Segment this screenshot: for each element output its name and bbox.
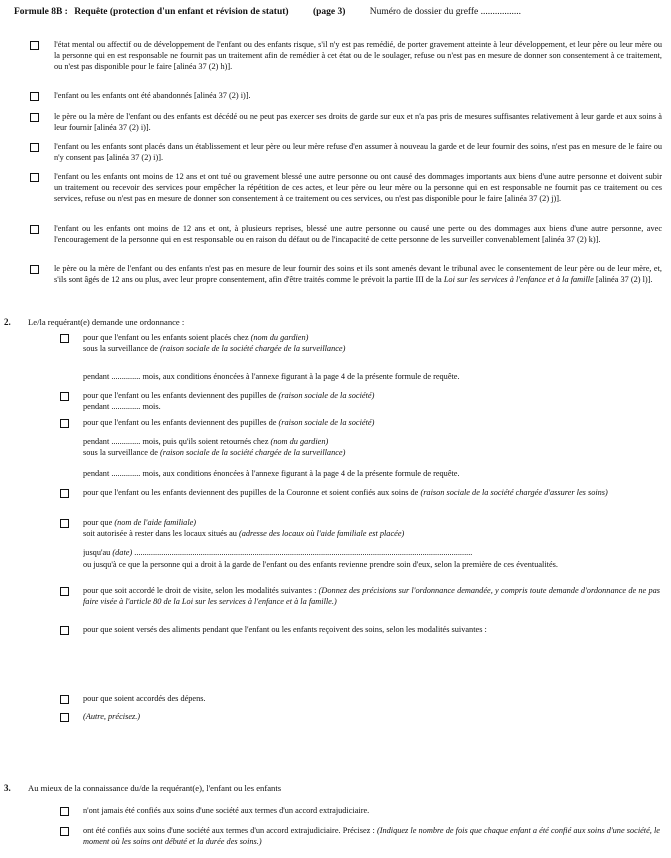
ground-item <box>30 142 662 164</box>
section-3-number: 3. <box>4 783 11 793</box>
ground-text: l'enfant ou les enfants ont moins de 12 ans et ont, à plusieurs reprises, blessé une autre personne ou causé une perte ou des dommages aux biens d'une autre personne, avec l'encouragement de la personne qui en est responsable ou en raison du défaut ou de l'incapacité de cette personne de les surveiller convenablement [alinéa 37 (2) k)]. <box>54 224 662 244</box>
section-3-heading: Au mieux de la connaissance du/de la requérant(e), l'enfant ou les enfants <box>28 783 282 793</box>
until-date-line: jusqu'au (date) ................................................................................................................................................................... <box>83 548 473 557</box>
form-header <box>14 6 521 18</box>
ground-item <box>30 172 662 204</box>
care-option: n'ont jamais été confiés aux soins d'une société aux termes d'un accord extrajudiciaire. <box>60 806 660 817</box>
ground-item <box>30 91 662 102</box>
checkbox[interactable] <box>30 225 39 234</box>
ground-text: l'enfant ou les enfants ont été abandonnés [alinéa 37 (2) i)]. <box>54 91 251 100</box>
court-file-number: Numéro de dossier du greffe ................. <box>369 7 522 17</box>
ground-item <box>30 264 662 286</box>
checkbox[interactable] <box>60 334 69 343</box>
checkbox[interactable] <box>60 587 69 596</box>
period-line: pendant .............. mois, aux conditions énoncées à l'annexe figurant à la page 4 de la présente formule de requête. <box>83 469 460 478</box>
checkbox[interactable] <box>60 392 69 401</box>
ground-text: l'enfant ou les enfants sont placés dans un établissement et leur père ou leur mère refuse d'en assumer à nouveau la garde et de leur fournir des soins, n'est pas en mesure de le faire ou n'y consent pas [alinéa 37 (2) i)]. <box>54 142 662 162</box>
order-option: (Autre, précisez.) <box>60 712 660 723</box>
order-option: pour que l'enfant ou les enfants deviennent des pupilles de (raison sociale de la société) <box>60 418 660 429</box>
ground-text: l'enfant ou les enfants ont moins de 12 ans et ont tué ou gravement blessé une autre personne ou ont causé des dommages importants aux biens d'une autre personne et doivent subir un traitement ou recevoir des services pour empêcher la répétition de ces actes, et leur père ou leur mère ou la personne qui en est responsable ne fournit pas ce traitement ou ces services, refuse ou n'est pas en mesure de donner son consentement à ce traitement ou ces services, ou n'est pas disponible pour le faire [alinéa 37 (2) j)]. <box>54 172 662 203</box>
ground-text: le père ou la mère de l'enfant ou des enfants n'est pas en mesure de leur fournir des soins et ils sont amenés devant le tribunal avec le consentement de leur père ou de leur mère, et, s'ils sont âgés de 12 ans ou plus, avec leur propre consentement, afin d'être traités comme le prévoit la partie III de la Loi sur les services à l'enfance et à la famille [alinéa 37 (2) l)]. <box>54 264 662 284</box>
form-number: Formule 8B : <box>14 7 68 17</box>
section-2-heading: Le/la requérant(e) demande une ordonnance : <box>28 317 185 327</box>
ground-text: l'état mental ou affectif ou de développement de l'enfant ou des enfants risque, s'il n'y est pas remédié, de porter gravement atteinte à leur développement, et leur père ou leur mère ou la personne qui en est responsable ne fournit pas un traitement afin de remédier à cet état ou de le soulager, refuse ou n'est pas en mesure de donner son consentement à ce traitement, ou n'est pas disponible pour le faire [alinéa 37 (2) h)]. <box>54 40 662 71</box>
ground-text: le père ou la mère de l'enfant ou des enfants est décédé ou ne peut pas exercer ses droits de garde sur eux et n'a pas pris de mesures suffisantes relativement à leur garde et aux soins à leur fournir [alinéa 37 (2) i)]. <box>54 112 662 132</box>
order-option: pour que l'enfant ou les enfants deviennent des pupilles de la Couronne et soient confiés aux soins de (raison sociale de la société chargée d'assurer les soins) <box>60 488 660 499</box>
care-option: ont été confiés aux soins d'une société aux termes d'un accord extrajudiciaire. Précisez : (Indiquez le nombre de fois que chaque enfant a été confié aux soins d'une société, le moment où les soins ont débuté et la durée des soins.) <box>60 826 660 848</box>
checkbox[interactable] <box>60 827 69 836</box>
ground-item <box>30 224 662 246</box>
section-2-number: 2. <box>4 317 11 327</box>
period-line: pendant .............. mois, aux conditions énoncées à l'annexe figurant à la page 4 de la présente formule de requête. <box>83 372 460 381</box>
period-return-line: pendant .............. mois, puis qu'ils soient retournés chez (nom du gardien) sous la surveillance de (raison sociale de la société chargée de la surveillance) <box>83 437 346 457</box>
checkbox[interactable] <box>60 713 69 722</box>
checkbox[interactable] <box>30 92 39 101</box>
checkbox[interactable] <box>30 265 39 274</box>
until-text: ou jusqu'à ce que la personne qui a droit à la garde de l'enfant ou des enfants revienne prendre soin d'eux, selon la première de ces éventualités. <box>83 560 558 569</box>
order-option: pour que l'enfant ou les enfants deviennent des pupilles de (raison sociale de la société) pendant .............. mois. <box>60 391 660 413</box>
checkbox[interactable] <box>60 695 69 704</box>
checkbox[interactable] <box>30 113 39 122</box>
checkbox[interactable] <box>60 807 69 816</box>
checkbox[interactable] <box>30 173 39 182</box>
order-option: pour que soient versés des aliments pendant que l'enfant ou les enfants reçoivent des soins, selon les modalités suivantes : <box>60 625 660 636</box>
ground-item <box>30 112 662 134</box>
order-option: pour que (nom de l'aide familiale) soit autorisée à rester dans les locaux situés au (adresse des locaux où l'aide familiale est placée) <box>60 518 660 540</box>
ground-item <box>30 40 662 72</box>
order-option: pour que l'enfant ou les enfants soient placés chez (nom du gardien) sous la surveillance de (raison sociale de la société chargée de la surveillance) <box>60 333 660 355</box>
checkbox[interactable] <box>60 419 69 428</box>
checkbox[interactable] <box>60 519 69 528</box>
order-option: pour que soit accordé le droit de visite, selon les modalités suivantes : (Donnez des précisions sur l'ordonnance demandée, y compris toute demande d'ordonnance de ne pas faire visée à l'article 80 de la Loi sur les services à l'enfance et à la famille.) <box>60 586 660 608</box>
checkbox[interactable] <box>60 626 69 635</box>
form-title: Requête (protection d'un enfant et révision de statut) <box>74 7 289 17</box>
order-option: pour que soient accordés des dépens. <box>60 694 660 705</box>
checkbox[interactable] <box>30 41 39 50</box>
law-title: Loi sur les services à l'enfance et à la famille <box>443 274 594 284</box>
checkbox[interactable] <box>30 143 39 152</box>
checkbox[interactable] <box>60 489 69 498</box>
page-number: (page 3) <box>312 7 346 17</box>
